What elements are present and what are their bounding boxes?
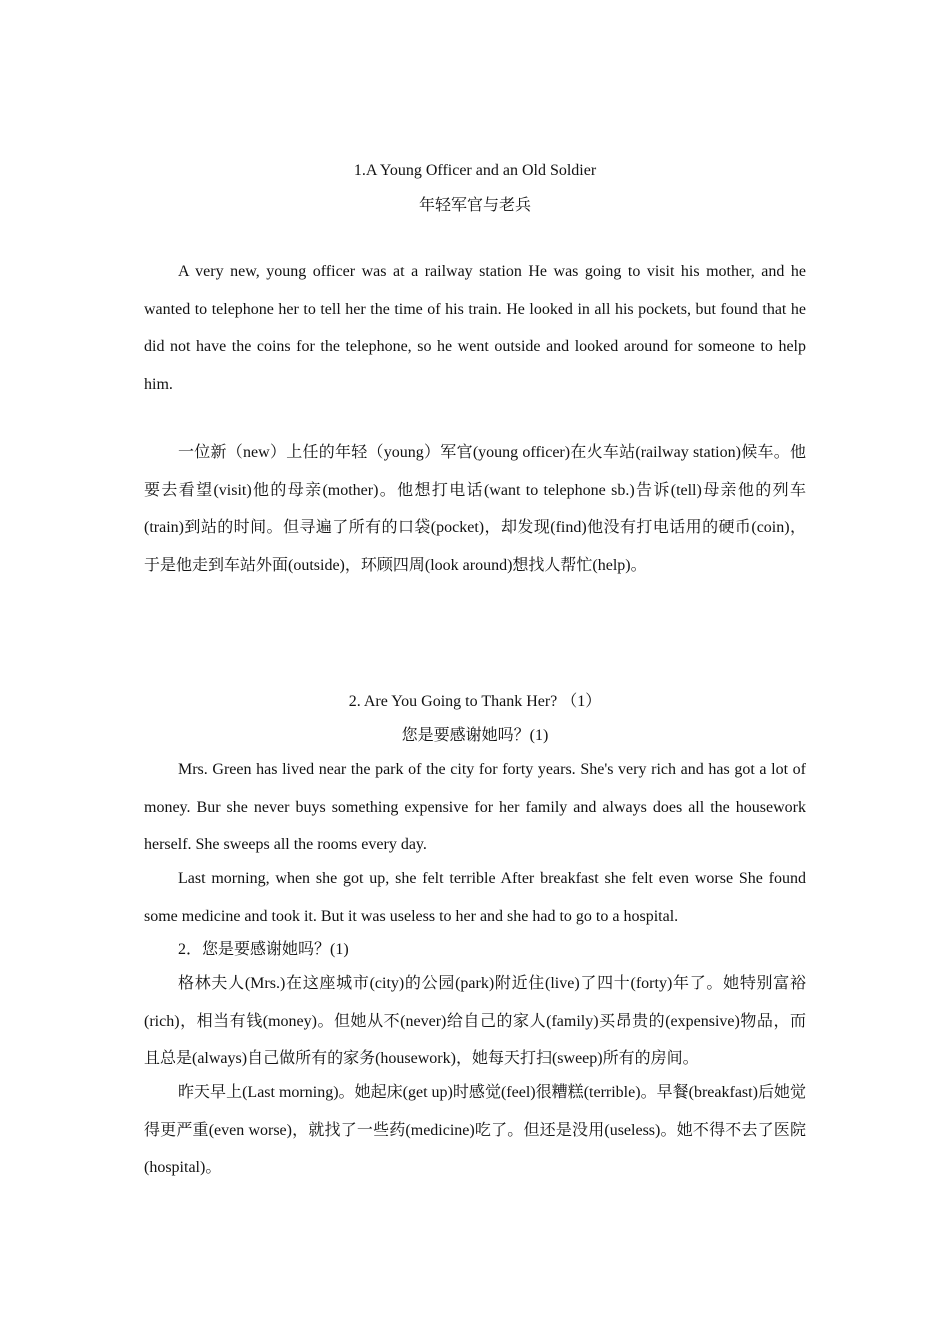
story1-title-zh: 年轻军官与老兵	[418, 197, 531, 214]
story1-paragraph-en: A very new, young officer was at a railway station He was going to visit his mother, and he wanted to telephone her to tell her the time of his train. He looked in all his pockets, but found that he did not have the coins for the telephone, so he went outside and looked around for someone to help him.	[144, 263, 806, 393]
story1-paragraph-zh: 一位新（new）上任的年轻（young）军官(young officer)在火车站(railway station)候车。他要去看望(visit)他的母亲(mother)。他想打电话(want to telephone sb.)告诉(tell)母亲他的列车(train)到站的时间。但寻遍了所有的口袋(pocket)，却发现(find)他没有打电话用的硬币(coin)，于是他走到车站外面(outside)，环顾四周(look around)想找人帮忙(help)。	[144, 444, 806, 574]
story2-paragraph-en-2: Last morning, when she got up, she felt terrible After breakfast she felt even worse She found some medicine and took it. But it was useless to her and she had to go to a hospital.	[144, 870, 806, 925]
story2-heading-zh: 2．您是要感谢她吗？(1)	[178, 941, 349, 958]
story2-title-en: 2. Are You Going to Thank Her? （1）	[348, 693, 602, 710]
story2-paragraph-zh-1: 格林夫人(Mrs.)在这座城市(city)的公园(park)附近住(live)了四十(forty)年了。她特别富裕(rich)，相当有钱(money)。但她从不(never)给自己的家人(family)买昂贵的(expensive)物品，而且总是(always)自己做所有的家务(housework)，她每天打扫(sweep)所有的房间。	[144, 975, 806, 1067]
story1-title-en: 1.A Young Officer and an Old Soldier	[353, 162, 597, 179]
story2-paragraph-en-1: Mrs. Green has lived near the park of the city for forty years. She's very rich and has got a lot of money. Bur she never buys something expensive for her family and always does all the housework herself. She sweeps all the rooms every day.	[144, 761, 806, 853]
story2-title-zh: 您是要感谢她吗？(1)	[401, 727, 549, 744]
story2-paragraph-zh-2: 昨天早上(Last morning)。她起床(get up)时感觉(feel)很糟糕(terrible)。早餐(breakfast)后她觉得更严重(even worse)，就找了一些药(medicine)吃了。但还是没用(useless)。她不得不去了医院(hospital)。	[144, 1084, 806, 1176]
